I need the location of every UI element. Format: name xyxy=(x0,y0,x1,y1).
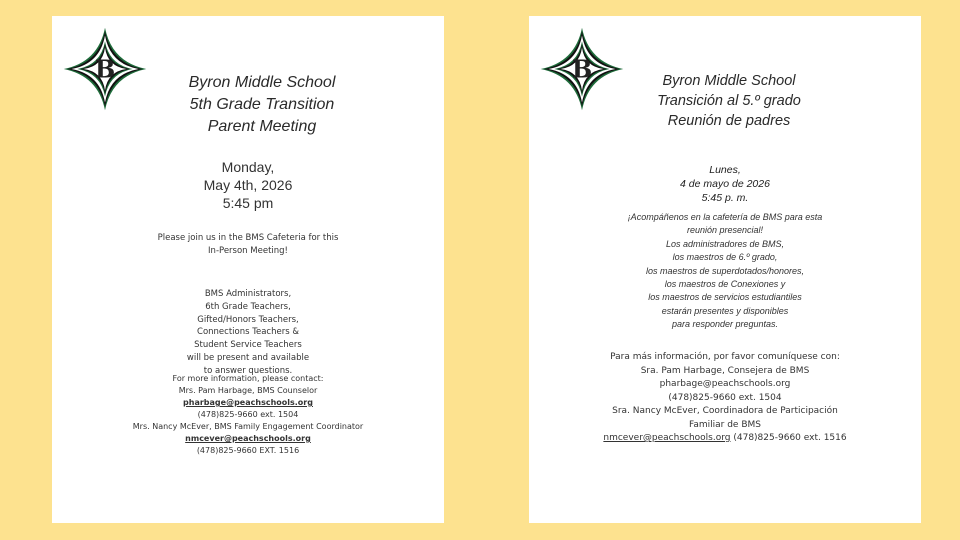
date-line: 5:45 p. m. xyxy=(701,192,749,204)
flyer-english xyxy=(52,16,444,523)
meeting-date xyxy=(52,158,444,212)
date-line: Monday, xyxy=(221,159,275,175)
date-line: 5:45 pm xyxy=(222,195,274,211)
date-line: Lunes, xyxy=(709,164,741,176)
contact2-email-phone xyxy=(529,432,921,446)
invite-line: los maestros de servicios estudiantiles xyxy=(648,292,802,303)
contact1-name: Mrs. Pam Harbage, BMS Counselor xyxy=(178,386,318,395)
invitation-text xyxy=(529,211,921,332)
invite-line: Please join us in the BMS Cafeteria for this xyxy=(157,233,339,243)
contact-info xyxy=(529,351,921,446)
contact2-phone: (478)825-9660 EXT. 1516 xyxy=(196,446,300,455)
flyer-title xyxy=(629,71,829,131)
staff-line: Student Service Teachers xyxy=(194,340,302,351)
contact-heading: Para más información, por favor comuníquese con: xyxy=(610,352,840,362)
invite-line: estarán presentes y disponibles xyxy=(661,305,789,316)
invite-line: ¡Acompáñenos en la cafetería de BMS para esta xyxy=(627,212,823,222)
contact1-email-link[interactable]: pharbage@peachschools.org xyxy=(183,398,313,407)
contact2-phone: (478)825-9660 ext. 1516 xyxy=(733,433,847,443)
flyer-title xyxy=(152,72,372,138)
invitation-text xyxy=(52,232,444,258)
invite-line: In-Person Meeting! xyxy=(208,246,288,256)
contact2-email-link[interactable]: nmcever@peachschools.org xyxy=(185,434,311,443)
title-line: Reunión de padres xyxy=(667,113,791,129)
contact2-name-cont: Familiar de BMS xyxy=(689,419,761,430)
school-star-logo-icon xyxy=(539,26,625,112)
date-line: May 4th, 2026 xyxy=(203,177,293,193)
title-line: 5th Grade Transition xyxy=(189,96,335,113)
contact1-name: Sra. Pam Harbage, Consejera de BMS xyxy=(640,365,810,376)
svg-text:B: B xyxy=(94,54,116,84)
title-line: Byron Middle School xyxy=(662,73,796,89)
title-line: Transición al 5.º grado xyxy=(657,93,801,109)
title-line: Parent Meeting xyxy=(207,118,317,135)
contact1-email-link[interactable]: pharbage@peachschools.org xyxy=(659,379,791,389)
meeting-date xyxy=(529,163,921,205)
contact2-name: Mrs. Nancy McEver, BMS Family Engagement Coordinator xyxy=(132,422,364,431)
staff-line: BMS Administrators, xyxy=(204,289,292,299)
invite-line: para responder preguntas. xyxy=(671,319,779,330)
svg-text:B: B xyxy=(571,54,593,84)
staff-line: Connections Teachers & xyxy=(197,327,299,338)
staff-list xyxy=(52,288,444,378)
contact2-name: Sra. Nancy McEver, Coordinadora de Participación xyxy=(612,406,838,416)
invite-line: los maestros de 6.º grado, xyxy=(672,252,778,263)
invite-line: los maestros de Conexiones y xyxy=(664,279,786,290)
flyer-spanish xyxy=(529,16,921,523)
staff-line: Gifted/Honors Teachers, xyxy=(197,314,299,325)
staff-line: 6th Grade Teachers, xyxy=(205,301,291,312)
contact-heading: For more information, please contact: xyxy=(172,374,324,383)
date-line: 4 de mayo de 2026 xyxy=(680,178,770,190)
invite-line: Los administradores de BMS, xyxy=(665,238,785,249)
school-star-logo-icon xyxy=(62,26,148,112)
contact1-phone: (478)825-9660 ext. 1504 xyxy=(668,392,782,403)
title-line: Byron Middle School xyxy=(188,74,336,91)
invite-line: los maestros de superdotados/honores, xyxy=(645,265,805,276)
contact-info xyxy=(52,373,444,457)
staff-line: to answer questions. xyxy=(203,365,293,376)
staff-line: will be present and available xyxy=(186,352,310,363)
contact2-email-link[interactable]: nmcever@peachschools.org xyxy=(603,433,731,443)
invite-line: reunión presencial! xyxy=(686,225,764,236)
contact1-phone: (478)825-9660 ext. 1504 xyxy=(197,410,299,419)
